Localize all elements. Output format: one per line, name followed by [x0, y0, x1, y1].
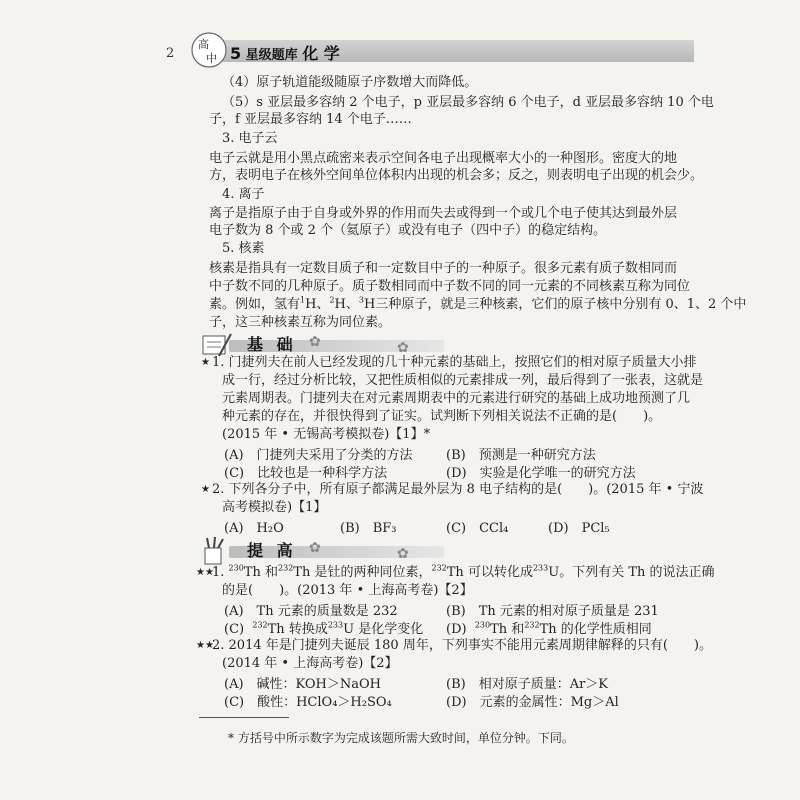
subheading: 5. 核素: [222, 241, 265, 256]
body-line: 子，这三种核素互称为同位素。: [209, 315, 392, 330]
option-c[interactable]: (C) $^{232}$Th 转换成$^{233}$U 是化学变化: [224, 620, 424, 637]
flower-icon: ✿: [397, 546, 409, 562]
section-label: 提 高: [247, 541, 297, 560]
option-c[interactable]: (C) 酸性：HClO₄＞H₂SO₄: [224, 695, 392, 710]
body-line: 电子云就是用小黑点疏密来表示空间各电子出现概率大小的一种图形。密度大的地: [209, 151, 678, 166]
brand-text: 星级题库: [245, 48, 298, 63]
question-line: 成一行，经过分析比较，又把性质相似的元素排成一列，最后得到了一张表，这就是: [222, 373, 704, 388]
subheading: 4. 离子: [222, 187, 265, 202]
section-label: 基 础: [247, 335, 297, 354]
question-line: 的是( )。(2013 年 • 上海高考卷)【2】: [222, 583, 473, 598]
flower-icon: ✿: [397, 340, 409, 356]
option-b[interactable]: (B) Th 元素的相对原子质量是 231: [446, 604, 659, 619]
body-line: 离子是指原子由于自身或外界的作用而失去或得到一个或几个电子使其达到最外层: [209, 206, 678, 221]
question-source: (2014 年 • 上海高考卷)【2】: [222, 656, 398, 671]
question-line: 2. 2014 年是门捷列夫诞辰 180 周年，下列事实不能用元素周期律解释的只有( )。: [212, 638, 712, 653]
svg-text:高: 高: [198, 38, 209, 51]
flower-icon: ✿: [309, 334, 321, 350]
option-b[interactable]: (B) 相对原子质量：Ar＞K: [446, 677, 609, 692]
body-line: 子，f 亚层最多容纳 14 个电子……: [209, 112, 412, 127]
body-line: 素。例如，氢有$^1$H、$^2$H、$^3$H三种原子，就是三种核素，它们的原子核中分别有 0、1、2 个中: [209, 295, 747, 312]
brand-digit: 5: [230, 44, 242, 63]
question-line: 1. 门捷列夫在前人已经发现的几十种元素的基础上，按照它们的相对原子质量大小排: [212, 355, 697, 370]
body-line: 中子数不同的几种原子。质子数相同而中子数不同的同一元素的不同核素互称为同位: [209, 279, 691, 294]
pencil-cup-icon: [199, 536, 233, 566]
question-source: 高考模拟卷)【1】: [222, 500, 327, 515]
body-line: 方，表明电子在核外空间单位体积内出现的机会多；反之，则表明电子出现的机会少。: [209, 168, 704, 183]
option-b[interactable]: (B) 预测是一种研究方法: [446, 448, 596, 463]
page-number: 2: [166, 46, 175, 61]
flower-icon: ✿: [309, 540, 321, 556]
option-d[interactable]: (D) $^{230}$Th 和$^{232}$Th 的化学性质相同: [446, 620, 652, 637]
option-c[interactable]: (C) CCl₄: [446, 521, 509, 536]
difficulty-star: ★: [201, 484, 210, 495]
header-title: [230, 41, 340, 64]
body-line: （4）原子轨道能级随原子序数增大而降低。: [222, 75, 478, 90]
question-line: 2. 下列各分子中，所有原子都满足最外层为 8 电子结构的是( )。(2015 年 • 宁波: [212, 482, 704, 497]
question-line: 元素周期表。门捷列夫在对元素周期表中的元素进行研究的基础上成功地预测了几: [222, 391, 691, 406]
option-a[interactable]: (A) Th 元素的质量数是 232: [224, 604, 398, 619]
difficulty-star: ★★: [196, 567, 214, 578]
footnote: * 方括号中所示数字为完成该题所需大致时间，单位分钟。下同。: [228, 731, 574, 745]
svg-text:中: 中: [206, 52, 217, 65]
difficulty-star: ★: [201, 357, 210, 368]
option-d[interactable]: (D) PCl₅: [548, 521, 610, 536]
question-line: 1. $^{230}$Th 和$^{232}$Th 是钍的两种同位素，$^{232}$Th 可以转化成$^{233}$U。下列有关 Th 的说法正确: [212, 563, 715, 580]
footnote-rule: [199, 717, 289, 718]
option-d[interactable]: (D) 实验是化学唯一的研究方法: [446, 466, 636, 481]
question-line: 种元素的存在，并很快得到了证实。试判断下列相关说法不正确的是( )。: [222, 409, 662, 424]
option-a[interactable]: (A) 门捷列夫采用了分类的方法: [224, 448, 413, 463]
subject-name: 化 学: [302, 44, 340, 63]
option-a[interactable]: (A) 碱性：KOH＞NaOH: [224, 677, 382, 692]
body-line: 电子数为 8 个或 2 个（氦原子）或没有电子（四中子）的稳定结构。: [209, 223, 607, 238]
option-d[interactable]: (D) 元素的金属性：Mg＞Al: [446, 695, 619, 710]
section-banner-advanced: [199, 536, 459, 566]
question-source: (2015 年 • 无锡高考模拟卷)【1】*: [222, 427, 431, 442]
body-line: 核素是指具有一定数目质子和一定数目中子的一种原子。很多元素有质子数相同而: [209, 261, 678, 276]
subheading: 3. 电子云: [222, 131, 278, 146]
book-series-logo: [189, 28, 229, 72]
option-c[interactable]: (C) 比较也是一种科学方法: [224, 466, 388, 481]
option-b[interactable]: (B) BF₃: [340, 521, 397, 536]
body-line: （5）s 亚层最多容纳 2 个电子，p 亚层最多容纳 6 个电子，d 亚层最多容纳 10 个电: [222, 95, 714, 110]
option-a[interactable]: (A) H₂O: [224, 521, 284, 536]
difficulty-star: ★★: [196, 640, 214, 651]
